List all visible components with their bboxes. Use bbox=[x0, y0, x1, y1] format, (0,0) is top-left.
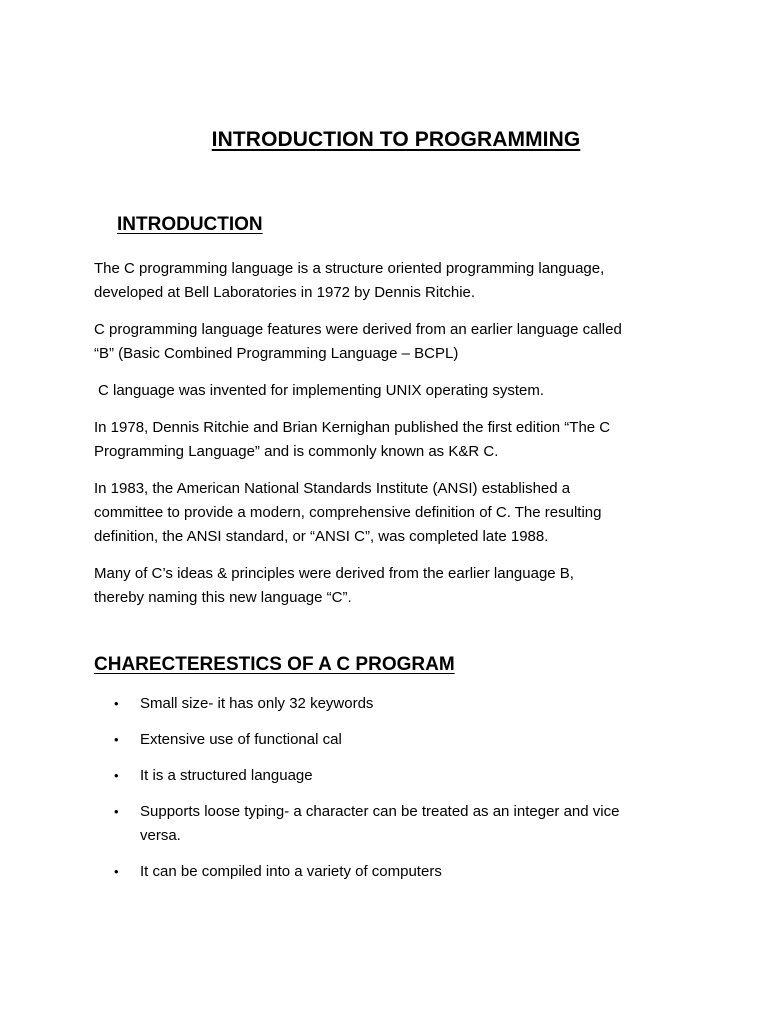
list-item: • Supports loose typing- a character can be treated as an integer and vice versa. bbox=[94, 800, 684, 848]
bullet-icon: • bbox=[114, 732, 119, 747]
bullet-icon: • bbox=[114, 696, 119, 711]
characteristics-list bbox=[94, 692, 684, 896]
bullet-icon: • bbox=[114, 768, 119, 783]
characteristics-heading: CHARECTERESTICS OF A C PROGRAM bbox=[94, 654, 455, 675]
introduction-heading: INTRODUCTION bbox=[117, 214, 263, 235]
document-title: INTRODUCTION TO PROGRAMMING bbox=[211, 128, 581, 151]
paragraph-bcpl: C programming language features were derived from an earlier language called “B” (Basic Combined Programming Language – BCPL) bbox=[94, 321, 622, 362]
paragraph-ansi: In 1983, the American National Standards Institute (ANSI) established a committee to provide a modern, comprehensive definition of C. The resulting definition, the ANSI standard, or “ANSI C”, was completed late 1988. bbox=[94, 480, 602, 545]
list-item: • It can be compiled into a variety of computers bbox=[94, 860, 684, 884]
list-item: • It is a structured language bbox=[94, 764, 684, 788]
paragraph-naming: Many of C’s ideas & principles were derived from the earlier language B, thereby naming this new language “C”. bbox=[94, 565, 574, 606]
bullet-icon: • bbox=[114, 864, 119, 879]
introduction-body bbox=[94, 257, 684, 623]
list-item: • Small size- it has only 32 keywords bbox=[94, 692, 684, 716]
bullet-icon: • bbox=[114, 804, 119, 819]
paragraph-kr-c: In 1978, Dennis Ritchie and Brian Kernighan published the first edition “The C Programming Language” and is commonly known as K&R C. bbox=[94, 419, 611, 460]
paragraph-c-origin: The C programming language is a structure oriented programming language, developed at Bell Laboratories in 1972 by Dennis Ritchie. bbox=[94, 260, 605, 301]
paragraph-unix: C language was invented for implementing UNIX operating system. bbox=[98, 382, 545, 399]
list-item: • Extensive use of functional cal bbox=[94, 728, 684, 752]
